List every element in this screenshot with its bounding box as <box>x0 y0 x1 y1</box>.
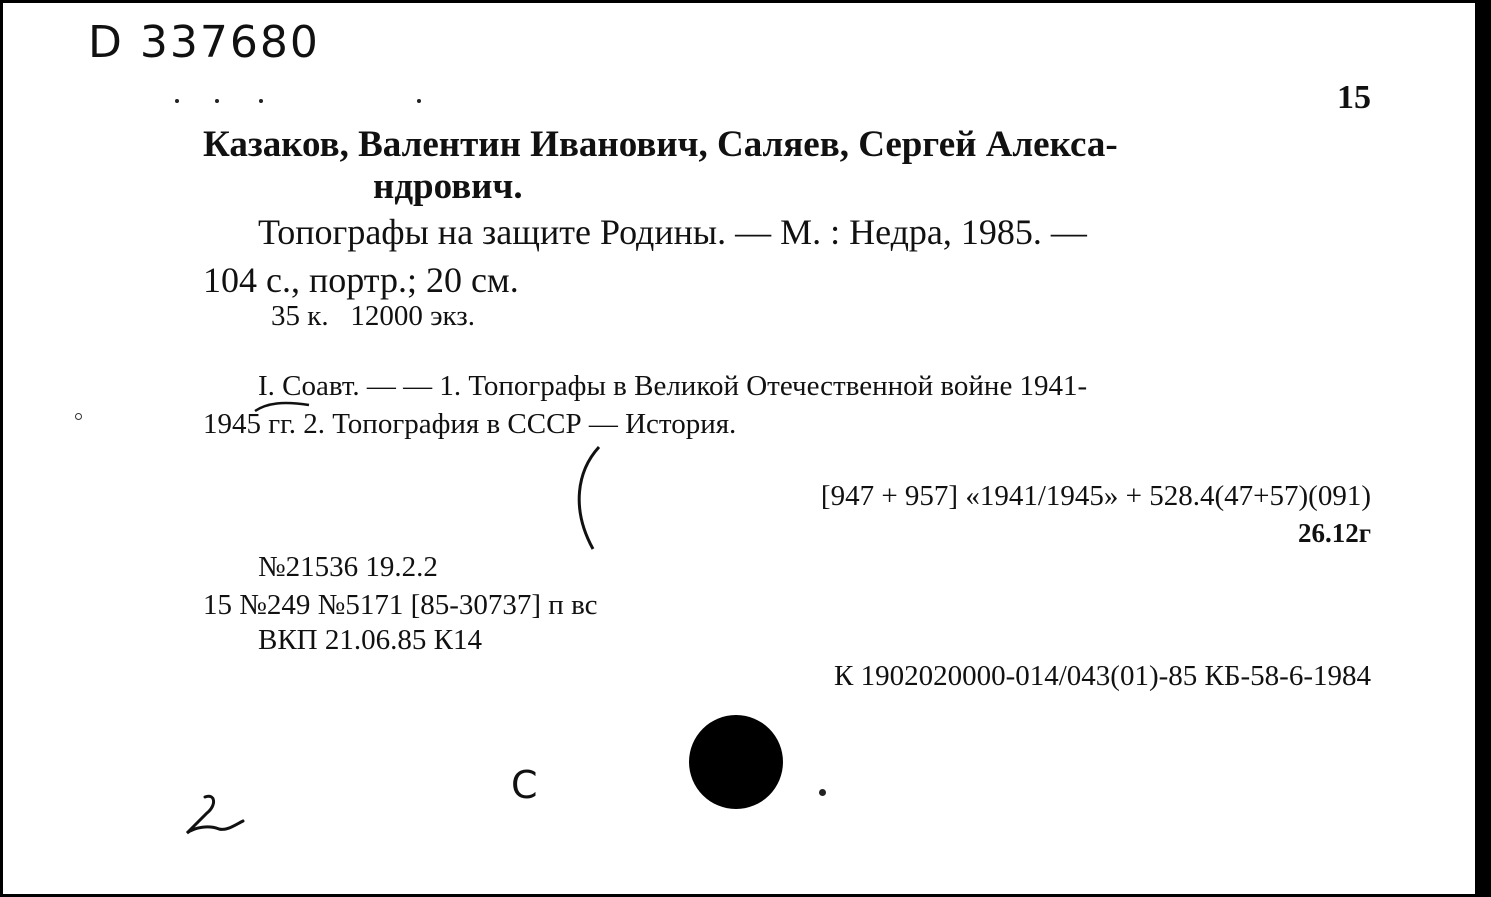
author-line-1: Казаков, Валентин Иванович, Саляев, Сергей Алекса- <box>203 124 1118 165</box>
speck <box>259 99 263 103</box>
speck <box>215 99 219 103</box>
price-and-run: 35 к. 12000 экз. <box>271 300 475 332</box>
classification-index: [947 + 957] «1941/1945» + 528.4(47+57)(091) <box>820 480 1371 512</box>
subject-line-2: 1945 гг. 2. Топография в СССР — История. <box>203 408 737 440</box>
speck <box>819 789 826 796</box>
record-line-2: 15 №249 №5171 [85-30737] п вс <box>203 589 598 621</box>
catalog-code: К 1902020000-014/043(01)-85 КБ-58-6-1984 <box>834 660 1371 692</box>
page-mark: 15 <box>1337 79 1371 116</box>
title-line-2: 104 с., портр.; 20 см. <box>203 260 519 300</box>
letter-mark: С <box>511 763 538 807</box>
accession-number: D 337680 <box>88 17 320 68</box>
speck <box>75 413 82 420</box>
record-line-1: №21536 19.2.2 <box>258 551 438 583</box>
catalog-card <box>3 3 1475 894</box>
punched-hole-stamp <box>689 715 783 809</box>
pen-stroke-icon <box>253 399 313 419</box>
author-line-2: ндрович. <box>373 166 523 207</box>
classification-code: 26.12г <box>1297 518 1371 548</box>
subject-line-1: I. Соавт. — — 1. Топографы в Великой Отечественной войне 1941- <box>258 370 1088 402</box>
record-line-3: ВКП 21.06.85 К14 <box>258 624 482 656</box>
handwritten-bracket-icon <box>563 443 603 553</box>
title-line-1: Топографы на защите Родины. — М. : Недра, 1985. — <box>258 212 1087 252</box>
handwritten-mark-icon <box>183 791 247 839</box>
speck <box>175 99 179 103</box>
speck <box>417 99 421 103</box>
